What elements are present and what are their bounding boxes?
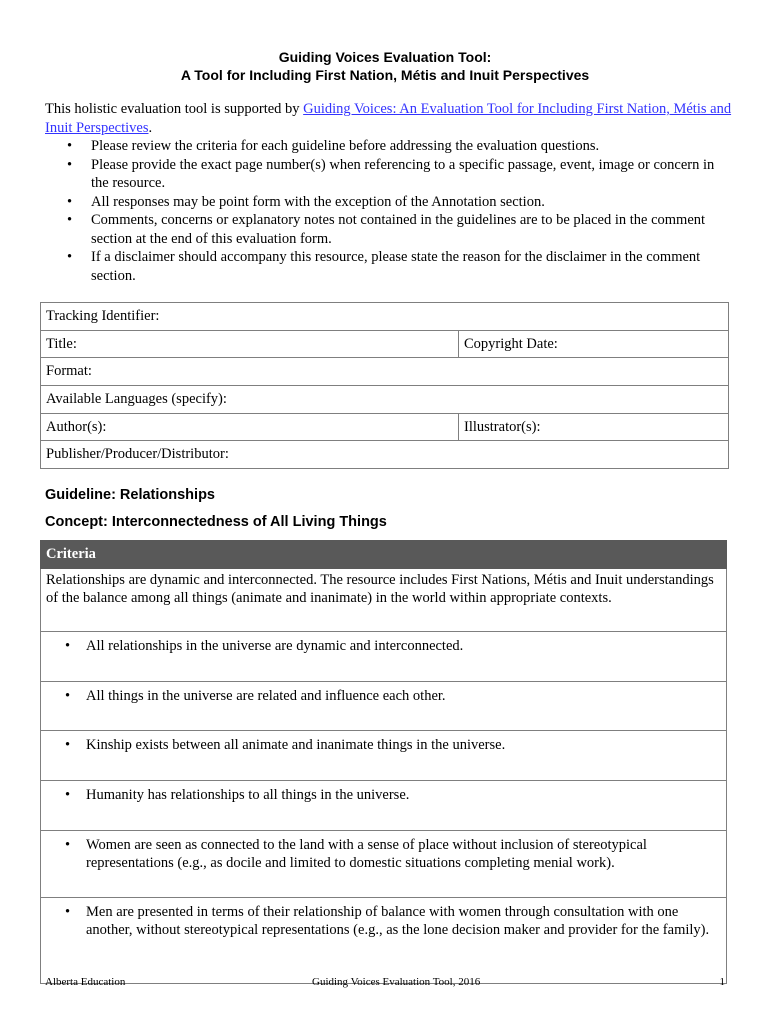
- criteria-table: [40, 540, 727, 984]
- criteria-item-text: All things in the universe are related and influence each other.: [86, 688, 446, 704]
- bullet-icon: •: [65, 904, 71, 920]
- bullet-icon: •: [65, 737, 71, 753]
- criteria-header: Criteria: [41, 541, 727, 569]
- criteria-item: [41, 731, 727, 781]
- criteria-description: Relationships are dynamic and interconnected. The resource includes First Nations, Métis and Inuit understandings of the balance among all things (animate and inanimate) in the world within appropriate contexts.: [41, 569, 727, 632]
- instruction-item: • Please review the criteria for each guideline before addressing the evaluation questions.: [45, 137, 735, 156]
- bullet-icon: •: [65, 837, 71, 853]
- intro-paragraph: [45, 100, 735, 137]
- criteria-item: [41, 682, 727, 731]
- criteria-item-text: Women are seen as connected to the land with a sense of place without inclusion of stereotypical representations (e.g., as docile and limited to domestic situations completing menial work).: [86, 837, 647, 871]
- footer-left: Alberta Education: [45, 976, 126, 988]
- footer-center: Guiding Voices Evaluation Tool, 2016: [312, 976, 481, 988]
- criteria-item-text: Men are presented in terms of their relationship of balance with women through consultation with one another, without stereotypical representations (e.g., as the lone decision maker and provider for the family).: [86, 904, 710, 938]
- instruction-item: • All responses may be point form with the exception of the Annotation section.: [45, 193, 735, 212]
- intro-period: .: [148, 119, 153, 136]
- authors-field[interactable]: Author(s):: [41, 413, 459, 441]
- title-line-1: Guiding Voices Evaluation Tool:: [278, 49, 492, 65]
- criteria-item-text: Humanity has relationships to all things in the universe.: [86, 787, 410, 803]
- illustrators-field[interactable]: Illustrator(s):: [459, 413, 729, 441]
- title-line-2: A Tool for Including First Nation, Métis and Inuit Perspectives: [180, 67, 590, 83]
- bullet-icon: •: [65, 787, 71, 803]
- criteria-item: [41, 632, 727, 682]
- title-field[interactable]: Title:: [41, 330, 459, 358]
- criteria-item: [41, 781, 727, 831]
- publisher-field[interactable]: Publisher/Producer/Distributor:: [41, 441, 729, 469]
- guideline-heading: Guideline: Relationships: [45, 487, 215, 503]
- concept-heading: Concept: Interconnectedness of All Living Things: [45, 514, 387, 530]
- tracking-table: [40, 302, 729, 469]
- instructions-list: [45, 137, 735, 285]
- languages-field[interactable]: Available Languages (specify):: [41, 386, 729, 414]
- instruction-item: • If a disclaimer should accompany this resource, please state the reason for the disclaimer in the comment section.: [45, 248, 735, 285]
- instruction-item: • Comments, concerns or explanatory notes not contained in the guidelines are to be placed in the comment section at the end of this evaluation form.: [45, 211, 735, 248]
- page-number: 1: [719, 976, 725, 988]
- instruction-item: • Please provide the exact page number(s) when referencing to a specific passage, event, image or concern in the resource.: [45, 156, 735, 193]
- criteria-item-text: Kinship exists between all animate and inanimate things in the universe.: [86, 737, 506, 753]
- bullet-icon: •: [65, 688, 71, 704]
- criteria-item: [41, 898, 727, 984]
- criteria-item: [41, 831, 727, 898]
- intro-text: This holistic evaluation tool is supported by: [45, 101, 304, 117]
- tracking-identifier-field[interactable]: Tracking Identifier:: [41, 303, 729, 331]
- guiding-voices-link[interactable]: Guiding Voices: An Evaluation Tool for Including First Nation, Métis and Inuit Perspectives: [45, 101, 732, 136]
- copyright-date-field[interactable]: Copyright Date:: [459, 330, 729, 358]
- criteria-item-text: All relationships in the universe are dynamic and interconnected.: [86, 638, 464, 654]
- bullet-icon: •: [65, 638, 71, 654]
- format-field[interactable]: Format:: [41, 358, 729, 386]
- intro: [45, 100, 735, 285]
